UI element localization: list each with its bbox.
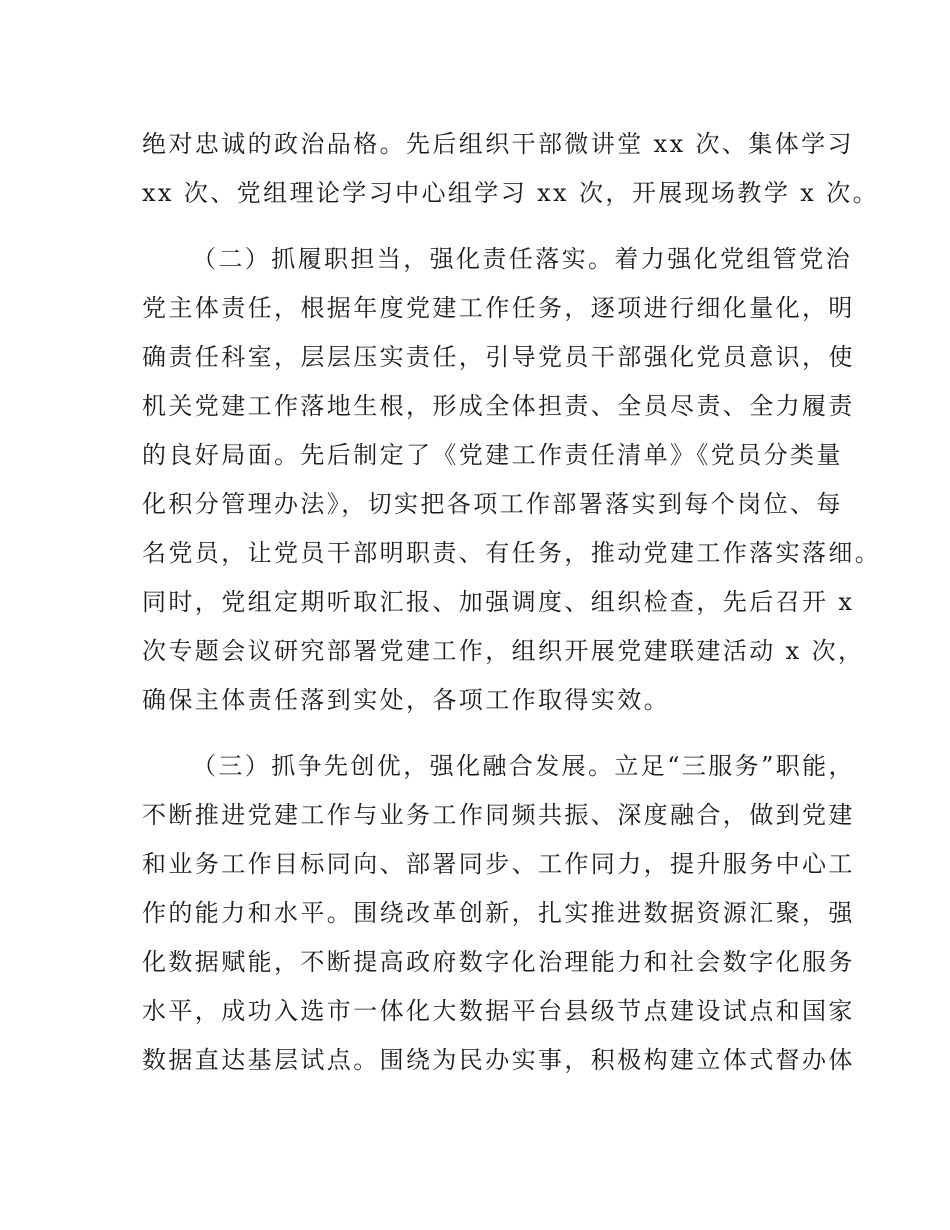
paragraph-2-line-8: 同时，党组定期听取汇报、加强调度、组织检查，先后召开 x: [142, 588, 855, 616]
paragraph-2-line-1: （二）抓履职担当，强化责任落实。着力强化党组管党治: [192, 245, 852, 273]
paragraph-2-line-3: 确责任科室，层层压实责任，引导党员干部强化党员意识，使: [142, 343, 855, 371]
paragraph-3-line-1: （三）抓争先创优，强化融合发展。立足“三服务”职能，: [192, 752, 855, 780]
paragraph-2-line-5: 的良好局面。先后制定了《党建工作责任清单》《党员分类量: [142, 441, 843, 469]
paragraph-3-line-3: 和业务工作目标同向、部署同步、工作同力，提升服务中心工: [142, 850, 855, 878]
paragraph-3-line-4: 作的能力和水平。围绕改革创新，扎实推进数据资源汇聚，强: [142, 899, 855, 927]
paragraph-2-line-9: 次专题会议研究部署党建工作，组织开展党建联建活动 x 次，: [142, 637, 865, 665]
paragraph-1-line-1: 绝对忠诚的政治品格。先后组织干部微讲堂 xx 次、集体学习: [142, 130, 854, 158]
paragraph-1-line-2: xx 次、党组理论学习中心组学习 xx 次，开展现场教学 x 次。: [142, 179, 880, 207]
paragraph-3-line-7: 数据直达基层试点。围绕为民办实事，积极构建立体式督办体: [142, 1046, 855, 1074]
paragraph-2-line-7: 名党员，让党员干部明职责、有任务，推动党建工作落实落细。: [142, 539, 882, 567]
paragraph-2-line-10: 确保主体责任落到实处，各项工作取得实效。: [142, 686, 670, 714]
paragraph-2-line-6: 化积分管理办法》，切实把各项工作部署落实到每个岗位、每: [142, 490, 843, 518]
paragraph-3-line-5: 化数据赋能，不断提高政府数字化治理能力和社会数字化服务: [142, 948, 855, 976]
paragraph-2-line-4: 机关党建工作落地生根，形成全体担责、全员尽责、全力履责: [142, 392, 855, 420]
paragraph-3-line-6: 水平，成功入选市一体化大数据平台县级节点建设试点和国家: [142, 997, 855, 1025]
paragraph-2-line-2: 党主体责任，根据年度党建工作任务，逐项进行细化量化，明: [142, 294, 855, 322]
paragraph-3-line-2: 不断推进党建工作与业务工作同频共振、深度融合，做到党建: [142, 801, 855, 829]
